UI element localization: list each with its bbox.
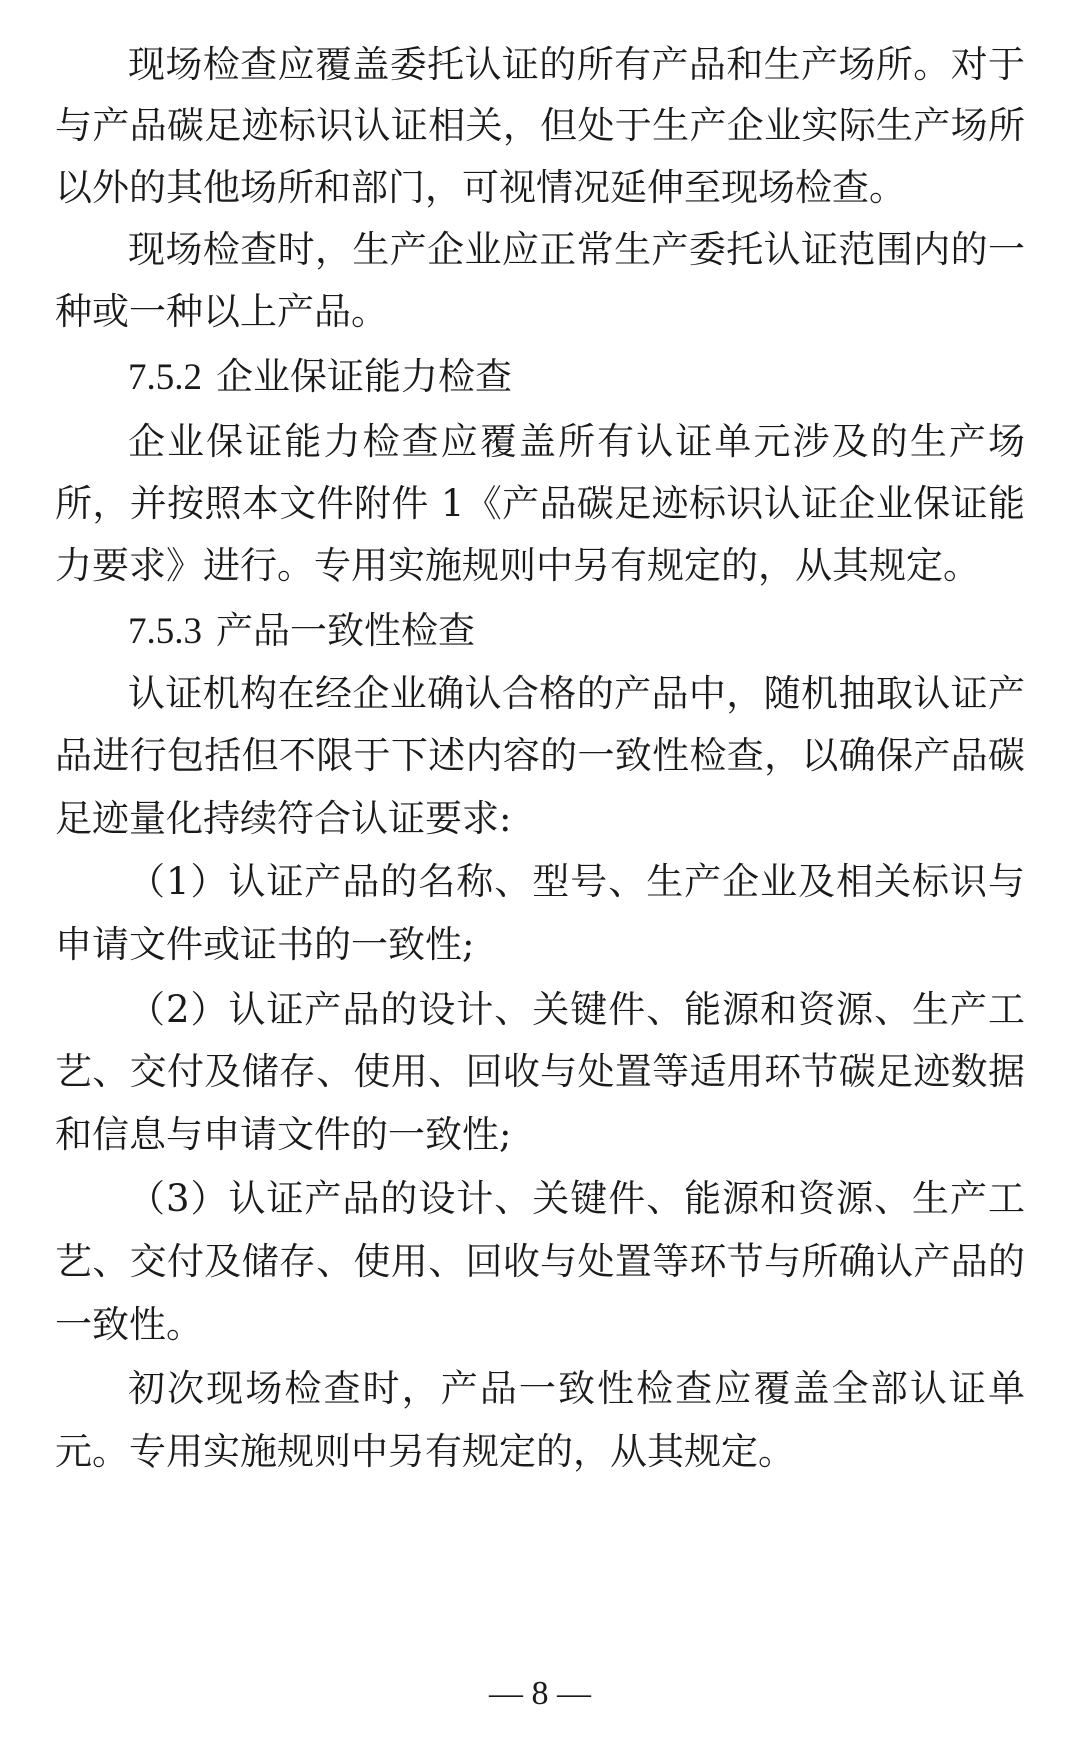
list-item-line: （3）认证产品的设计、关键件、能源和资源、生产工: [128, 1177, 1025, 1220]
section-number: 7.5.2: [128, 357, 202, 398]
paragraph-line: 与产品碳足迹标识认证相关，但处于生产企业实际生产场所: [55, 104, 1025, 147]
paragraph-line: 现场检查时，生产企业应正常生产委托认证范围内的一: [128, 228, 1025, 271]
paragraph-line: 种或一种以上产品。: [55, 290, 388, 333]
paragraph-line: 力要求》进行。专用实施规则中另有规定的，从其规定。: [55, 544, 980, 587]
paragraph-line: 企业保证能力检查应覆盖所有认证单元涉及的生产场: [128, 420, 1025, 463]
section-title: 产品一致性检查: [216, 609, 475, 652]
section-number: 7.5.3: [128, 611, 202, 652]
page-number: — 8 —: [489, 1675, 591, 1712]
list-item-line: 一致性。: [55, 1303, 203, 1346]
paragraph-line: 足迹量化持续符合认证要求:: [55, 797, 512, 840]
section-heading-7-5-3: [128, 608, 1025, 654]
paragraph-line: 初次现场检查时，产品一致性检查应覆盖全部认证单: [128, 1367, 1025, 1410]
paragraph-line: 以外的其他场所和部门，可视情况延伸至现场检查。: [55, 166, 906, 209]
list-item-line: 艺、交付及储存、使用、回收与处置等适用环节碳足迹数据: [55, 1050, 1025, 1093]
paragraph-line: 认证机构在经企业确认合格的产品中，随机抽取认证产: [128, 672, 1025, 715]
paragraph-line: 元。专用实施规则中另有规定的，从其规定。: [55, 1430, 795, 1473]
list-item-line: 和信息与申请文件的一致性;: [55, 1113, 512, 1156]
list-item-line: 申请文件或证书的一致性;: [55, 923, 475, 966]
paragraph-line: 现场检查应覆盖委托认证的所有产品和生产场所。对于: [128, 43, 1025, 86]
list-item-line: 艺、交付及储存、使用、回收与处置等环节与所确认产品的: [55, 1240, 1025, 1283]
list-item-line: （1）认证产品的名称、型号、生产企业及相关标识与: [128, 860, 1025, 903]
paragraph-line: 所，并按照本文件附件 1《产品碳足迹标识认证企业保证能: [55, 482, 1025, 525]
section-title: 企业保证能力检查: [216, 355, 512, 398]
list-item-line: （2）认证产品的设计、关键件、能源和资源、生产工: [128, 988, 1025, 1031]
paragraph-line: 品进行包括但不限于下述内容的一致性检查，以确保产品碳: [55, 734, 1025, 777]
section-heading-7-5-2: [128, 354, 1025, 400]
